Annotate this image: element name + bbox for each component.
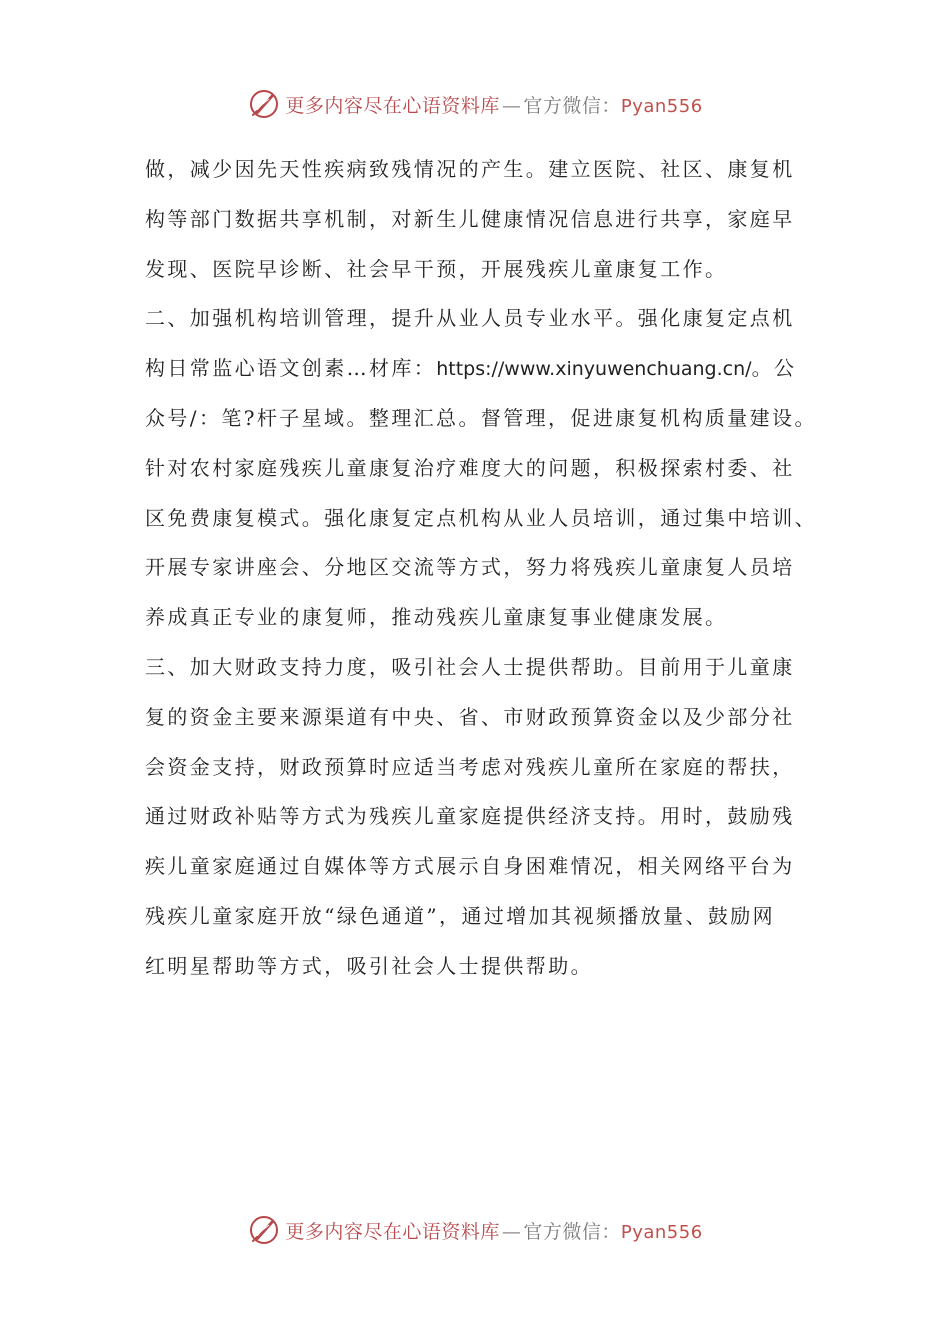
header-banner (0, 84, 950, 124)
body-text-segment: 构日常监心语文创素…材库： (145, 356, 437, 381)
body-line: 针对农村家庭残疾儿童康复治疗难度大的问题，积极探索村委、社 (145, 455, 795, 480)
body-line: 构等部门数据共享机制，对新生儿健康情况信息进行共享，家庭早 (145, 206, 795, 231)
header-wechat-id: Pyan556 (620, 95, 703, 117)
footer-banner (0, 1210, 950, 1250)
header-dash: — (501, 94, 522, 117)
body-line: 残疾儿童家庭开放“绿色通道”，通过增加其视频播放量、鼓励网 (145, 903, 776, 928)
body-line: 二、加强机构培训管理，提升从业人员专业水平。强化康复定点机 (145, 306, 795, 331)
quill-pen-logo-icon (247, 1213, 281, 1247)
footer-text (285, 1217, 702, 1244)
body-line: 做，减少因先天性疾病致残情况的产生。建立医院、社区、康复机 (145, 157, 795, 181)
body-line: 疾儿童家庭通过自媒体等方式展示自身困难情况，相关网络平台为 (145, 854, 795, 879)
quill-pen-logo-icon (247, 87, 281, 121)
body-line: 区免费康复模式。强化康复定点机构从业人员培训，通过集中培训、 (145, 505, 817, 530)
body-line: 复的资金主要来源渠道有中央、省、市财政预算资金以及少部分社 (145, 704, 795, 729)
body-text-segment: 。公 (751, 356, 797, 381)
body-line: 养成真正专业的康复师，推动残疾儿童康复事业健康发展。 (145, 605, 728, 630)
body-line: 通过财政补贴等方式为残疾儿童家庭提供经济支持。用时，鼓励残 (145, 804, 795, 829)
document-body (145, 145, 835, 992)
body-line: 会资金支持，财政预算时应适当考虑对残疾儿童所在家庭的帮扶， (145, 754, 795, 779)
header-wechat-label: 官方微信： (523, 94, 621, 117)
footer-wechat-label: 官方微信： (523, 1220, 621, 1243)
footer-wechat-id: Pyan556 (620, 1221, 703, 1243)
footer-dash: — (501, 1220, 522, 1243)
body-line: 红明星帮助等方式，吸引社会人士提供帮助。 (145, 953, 593, 978)
body-line: 开展专家讲座会、分地区交流等方式，努力将残疾儿童康复人员培 (145, 555, 795, 580)
body-line: 三、加大财政支持力度，吸引社会人士提供帮助。目前用于儿童康 (145, 654, 795, 679)
body-line: 发现、医院早诊断、社会早干预，开展残疾儿童康复工作。 (145, 256, 728, 281)
website-url: https://www.xinyuwenchuang.cn/ (436, 358, 752, 381)
body-line-with-link (145, 344, 835, 394)
footer-main-text: 更多内容尽在心语资料库 (285, 1220, 500, 1243)
body-line: 众号/：笔?杆子星域。整理汇总。督管理，促进康复机构质量建设。 (145, 405, 817, 430)
header-main-text: 更多内容尽在心语资料库 (285, 94, 500, 117)
header-text (285, 91, 702, 118)
